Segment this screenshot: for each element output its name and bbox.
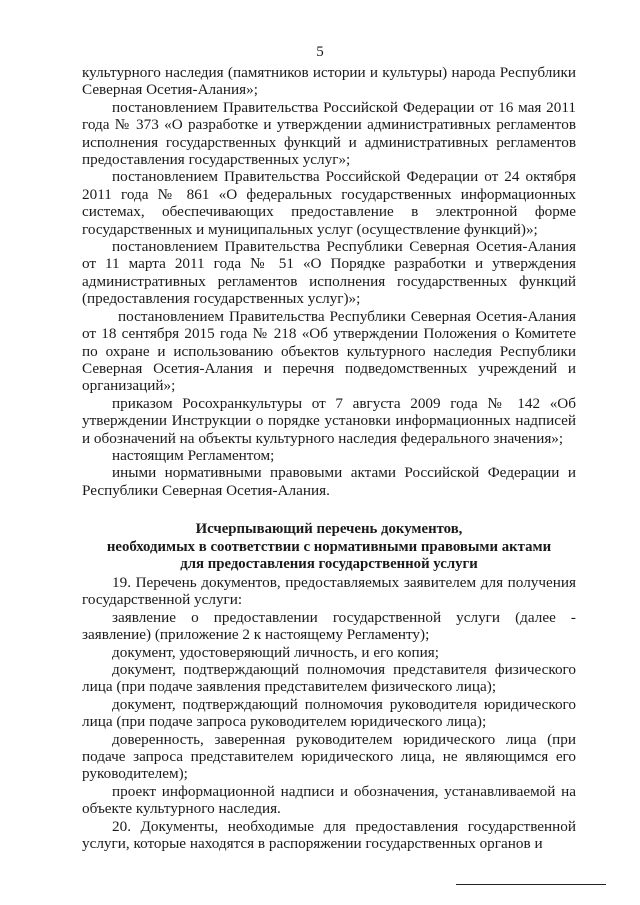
paragraph: документ, удостоверяющий личность, и его копия; [112,643,439,661]
paragraph: постановлением Правительства Республики Северная Осетия-Алания от 11 марта 2011 года № 51 «О Порядке разработки и утверждения административных регламентов исполнения государственных функций (предоставления государственных услуг)»; [82,238,576,308]
paragraph: культурного наследия (памятников истории и культуры) народа Республики Северная Осетия-Алания»; [82,64,576,99]
section-heading-line: Исчерпывающий перечень документов, [195,521,463,538]
section-heading [82,521,576,574]
paragraph: постановлением Правительства Российской Федерации от 24 октября 2011 года № 861 «О федеральных государственных информационных системах, обеспечивающих предоставление в электронной форме государственных и муниципальных услуг (осуществление функций)»; [82,168,576,238]
documents-list [82,574,576,853]
document-body [82,64,576,852]
paragraph: 19. Перечень документов, предоставляемых заявителем для получения государственной услуги: [82,573,576,609]
page-number: 5 [316,44,324,60]
footer-rule [456,884,606,885]
paragraph: доверенность, заверенная руководителем юридического лица (при подаче запроса представителем юридического лица, не являющимся его руководителем); [82,730,576,783]
paragraph: приказом Росохранкультуры от 7 августа 2009 года № 142 «Об утверждении Инструкции о порядке установки информационных надписей и обозначений на объекты культурного наследия федерального значения»; [82,394,576,447]
paragraph: постановлением Правительства Российской Федерации от 16 мая 2011 года № 373 «О разработке и утверждении административных регламентов исполнения государственных функций и административных регламентов предоставления государственных услуг»; [82,98,576,169]
paragraph: документ, подтверждающий полномочия руководителя юридического лица (при подаче запроса руководителем юридического лица); [82,695,576,731]
section-heading-line: для предоставления государственной услуги [180,556,478,573]
paragraph: проект информационной надписи и обозначения, устанавливаемой на объекте культурного наследия. [82,782,576,818]
paragraph: постановлением Правительства Республики Северная Осетия-Алания от 18 сентября 2015 года № 218 «Об утверждении Положения о Комитете по охране и использованию объектов культурного наследия Республики Северная Осетия-Алания и перечня подведомственных учреждений и организаций»; [82,307,576,395]
legal-basis-list [82,64,576,499]
paragraph: 20. Документы, необходимые для предоставления государственной услуги, которые находятся в распоряжении государственных органов и [82,817,576,853]
paragraph: документ, подтверждающий полномочия представителя физического лица (при подаче заявления представителем физического лица); [82,660,576,696]
paragraph: заявление о предоставлении государственной услуги (далее - заявление) (приложение 2 к настоящему Регламенту); [82,608,576,644]
section-heading-line: необходимых в соответствии с нормативными правовыми актами [106,538,552,555]
paragraph: настоящим Регламентом; [112,446,275,464]
paragraph: иными нормативными правовыми актами Российской Федерации и Республики Северная Осетия-Алания. [82,464,576,499]
